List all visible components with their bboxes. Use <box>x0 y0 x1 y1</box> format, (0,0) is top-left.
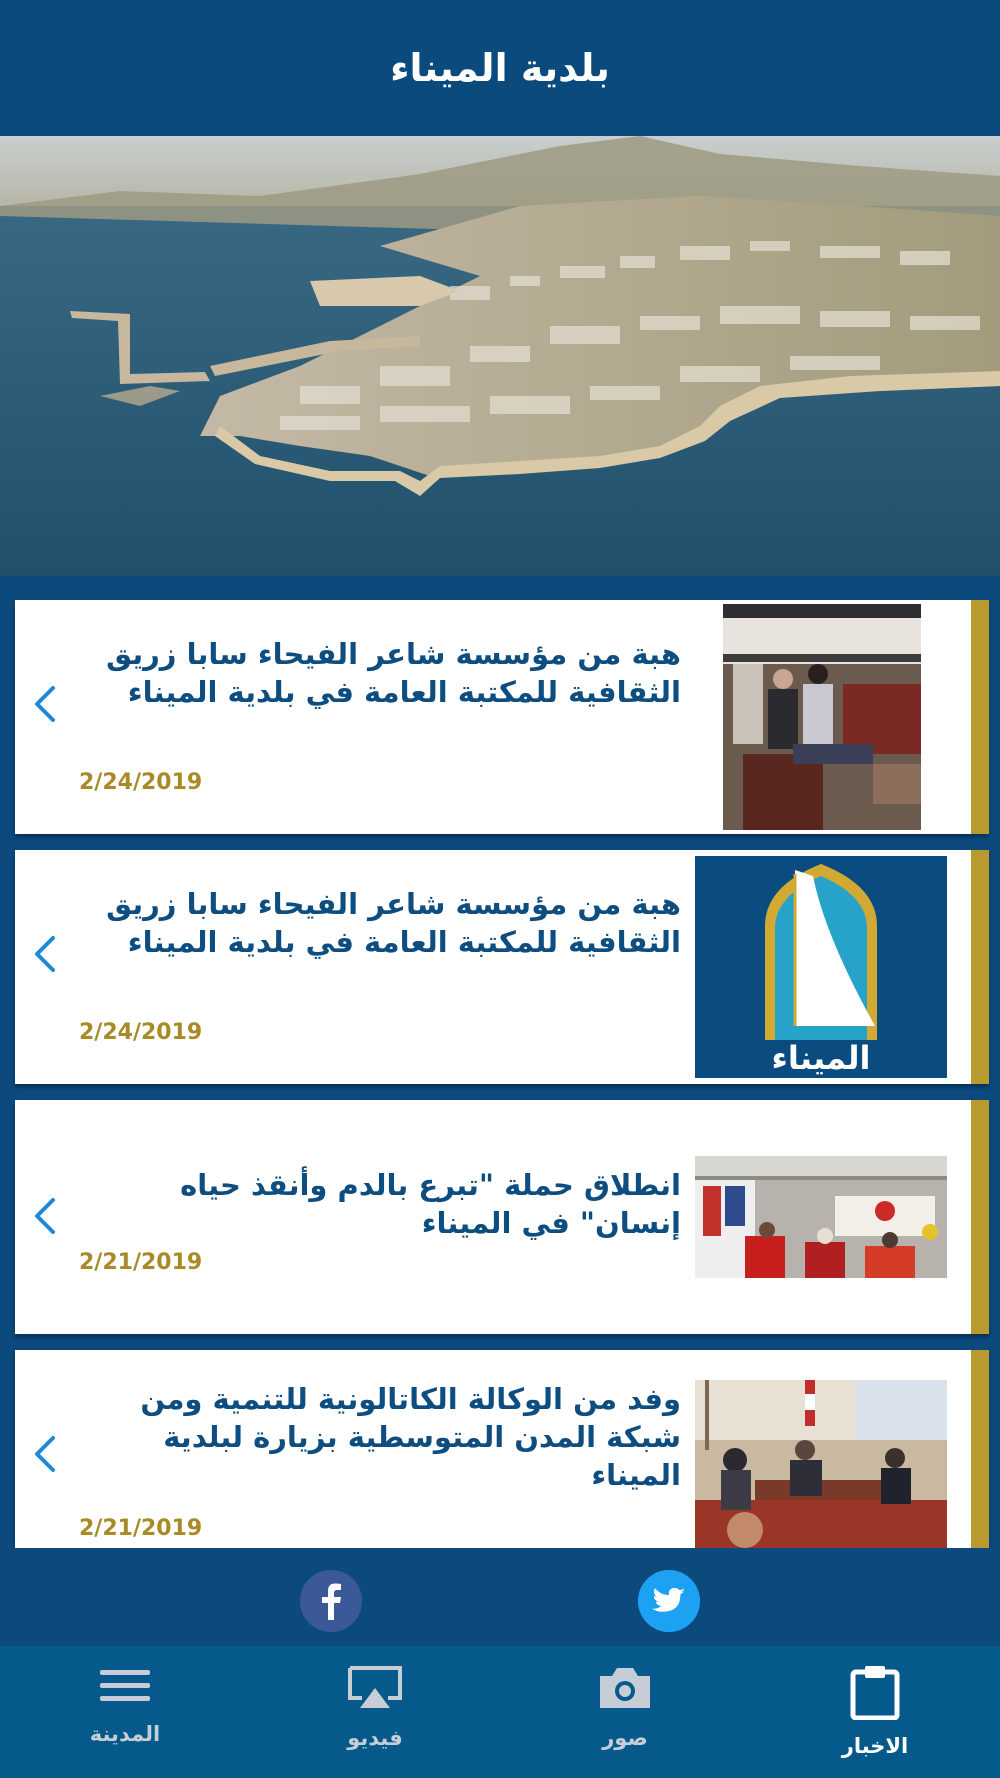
nav-item-video[interactable] <box>250 1646 500 1778</box>
chevron-left-icon[interactable] <box>25 924 65 984</box>
news-title[interactable]: هبة من مؤسسة شاعر الفيحاء سابا زريق الثقافية للمكتبة العامة في بلدية الميناء <box>106 887 681 959</box>
nav-label-city: المدينة <box>89 1722 161 1746</box>
hero-image <box>0 136 1000 576</box>
news-card[interactable] <box>15 850 989 1084</box>
nav-label-photos: صور <box>602 1726 648 1750</box>
news-card[interactable] <box>15 1350 989 1548</box>
page-title: بلدية الميناء <box>390 46 610 90</box>
menu-icon <box>98 1664 152 1712</box>
news-card[interactable] <box>15 600 989 834</box>
nav-item-photos[interactable] <box>500 1646 750 1778</box>
nav-item-city[interactable] <box>0 1646 250 1778</box>
clipboard-icon <box>849 1664 901 1724</box>
twitter-icon[interactable] <box>638 1570 700 1632</box>
app-header <box>0 0 1000 136</box>
news-date: 2/24/2019 <box>79 770 203 795</box>
chevron-left-icon[interactable] <box>25 1186 65 1246</box>
facebook-icon[interactable] <box>300 1570 362 1632</box>
news-title[interactable]: هبة من مؤسسة شاعر الفيحاء سابا زريق الثقافية للمكتبة العامة في بلدية الميناء <box>106 637 681 709</box>
chevron-left-icon[interactable] <box>25 1424 65 1484</box>
news-list <box>0 576 1000 1548</box>
logo-text: الميناء <box>771 1039 871 1077</box>
bottom-nav <box>0 1646 1000 1778</box>
news-date: 2/21/2019 <box>79 1516 203 1541</box>
news-date: 2/24/2019 <box>79 1020 203 1045</box>
camera-icon <box>596 1664 654 1716</box>
nav-item-news[interactable] <box>750 1646 1000 1778</box>
nav-label-video: فيديو <box>347 1726 403 1750</box>
news-thumbnail[interactable] <box>723 604 921 830</box>
news-title[interactable]: انطلاق حملة "تبرع بالدم وأنقذ حياه إنسان" في الميناء <box>180 1168 681 1240</box>
chevron-left-icon[interactable] <box>25 674 65 734</box>
airplay-icon <box>344 1664 406 1716</box>
news-date: 2/21/2019 <box>79 1250 203 1275</box>
news-thumbnail[interactable] <box>695 1380 947 1548</box>
social-bar <box>0 1548 1000 1646</box>
mina-logo-thumbnail[interactable] <box>695 856 947 1078</box>
news-thumbnail[interactable] <box>695 1156 947 1278</box>
news-title[interactable]: وفد من الوكالة الكاتالونية للتنمية ومن شبكة المدن المتوسطية بزيارة لبلدية الميناء <box>140 1382 681 1492</box>
news-card[interactable] <box>15 1100 989 1334</box>
nav-label-news: الاخبار <box>841 1734 909 1758</box>
